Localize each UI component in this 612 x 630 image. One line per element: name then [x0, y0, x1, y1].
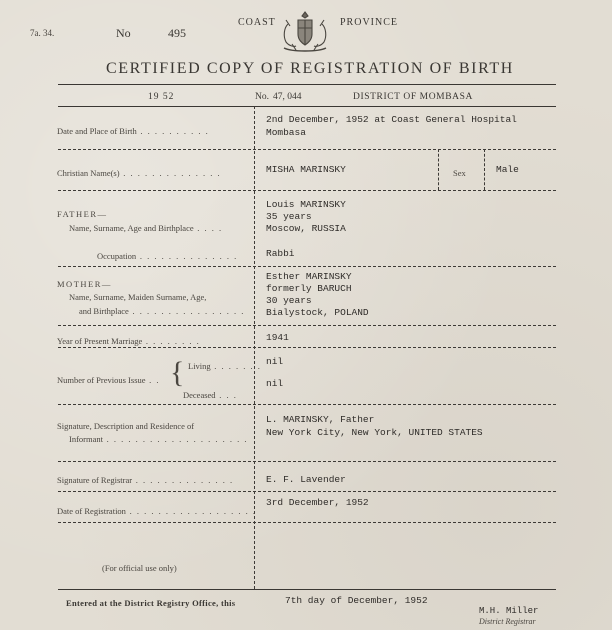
row-rule — [58, 461, 556, 462]
registrar-label: Signature of Registrar . . . . . . . . . . . . . . — [57, 475, 234, 485]
region-right: PROVINCE — [340, 17, 399, 28]
serial-no-label: No — [116, 26, 131, 40]
informant-value-line2: New York City, New York, UNITED STATES — [266, 427, 483, 438]
form-reference: 7a. 34. — [30, 28, 55, 38]
informant-label-line1: Signature, Description and Residence of — [57, 421, 195, 431]
reg-number: 47, 044 — [273, 92, 302, 102]
sex-label: Sex — [453, 168, 466, 178]
region-left: COAST — [238, 17, 276, 28]
mother-maiden: formerly BARUCH — [266, 283, 352, 294]
living-value: nil — [266, 356, 284, 367]
registration-value: 3rd December, 1952 — [266, 497, 369, 508]
father-name: Louis MARINSKY — [266, 199, 346, 210]
reg-no-label: No. — [255, 92, 269, 102]
row-rule — [58, 149, 556, 150]
official-use-label: (For official use only) — [102, 563, 177, 573]
informant-label-line2: Informant . . . . . . . . . . . . . . . . . . . . — [69, 434, 248, 444]
row-rule — [58, 347, 556, 348]
coat-of-arms-icon — [278, 6, 332, 56]
row-rule — [58, 522, 556, 523]
rule-top — [58, 84, 556, 85]
reg-year: 19 52 — [148, 92, 175, 102]
christian-label: Christian Name(s) . . . . . . . . . . . . . . — [57, 168, 222, 178]
father-age: 35 years — [266, 211, 312, 222]
birth-value-line1: 2nd December, 1952 at Coast General Hospital — [266, 114, 517, 125]
row-rule — [58, 491, 556, 492]
mother-label-line2: and Birthplace . . . . . . . . . . . . . . . . — [79, 306, 245, 316]
sex-value: Male — [496, 164, 519, 175]
issue-brace: { — [170, 356, 185, 389]
row-rule — [58, 325, 556, 326]
reg-district: DISTRICT OF MOMBASA — [353, 92, 473, 102]
mother-heading: MOTHER— — [57, 279, 112, 289]
registration-label: Date of Registration . . . . . . . . . . . . . . . . . . — [57, 506, 257, 516]
informant-value-line1: L. MARINSKY, Father — [266, 414, 375, 425]
signatory-name: M.H. Miller — [479, 606, 539, 616]
father-birthplace: Moscow, RUSSIA — [266, 223, 346, 234]
occupation-value: Rabbi — [266, 248, 295, 259]
deceased-value: nil — [266, 378, 284, 389]
mother-birthplace: Bialystock, POLAND — [266, 307, 369, 318]
deceased-label: Deceased . . . — [183, 390, 238, 400]
signatory-title: District Registrar — [479, 617, 536, 626]
birth-label: Date and Place of Birth . . . . . . . . . . — [57, 126, 210, 136]
marriage-value: 1941 — [266, 332, 289, 343]
rule-table-bottom — [58, 589, 556, 590]
occupation-label: Occupation . . . . . . . . . . . . . . — [97, 251, 238, 261]
issue-label: Number of Previous Issue . . — [57, 375, 161, 385]
sex-divider-right — [484, 149, 485, 190]
christian-value: MISHA MARINSKY — [266, 164, 346, 175]
father-heading: FATHER— — [57, 209, 108, 219]
mother-age: 30 years — [266, 295, 312, 306]
mother-label-line1: Name, Surname, Maiden Surname, Age, — [69, 292, 207, 302]
mother-name: Esther MARINSKY — [266, 271, 352, 282]
father-label: Name, Surname, Age and Birthplace . . . . — [69, 223, 223, 233]
rule-table-top — [58, 106, 556, 107]
page-title: CERTIFIED COPY OF REGISTRATION OF BIRTH — [106, 60, 514, 77]
marriage-label: Year of Present Marriage . . . . . . . . — [57, 336, 201, 346]
row-rule — [58, 266, 556, 267]
living-label: Living . . . . . . . — [188, 361, 262, 371]
serial-number: 495 — [168, 26, 186, 40]
birth-value-line2: Mombasa — [266, 127, 306, 138]
registrar-value: E. F. Lavender — [266, 474, 346, 485]
row-rule — [58, 190, 556, 191]
sex-divider-left — [438, 149, 439, 190]
entered-date: 7th day of December, 1952 — [285, 595, 428, 606]
row-rule — [58, 404, 556, 405]
entered-text: Entered at the District Registry Office, this — [66, 598, 236, 608]
